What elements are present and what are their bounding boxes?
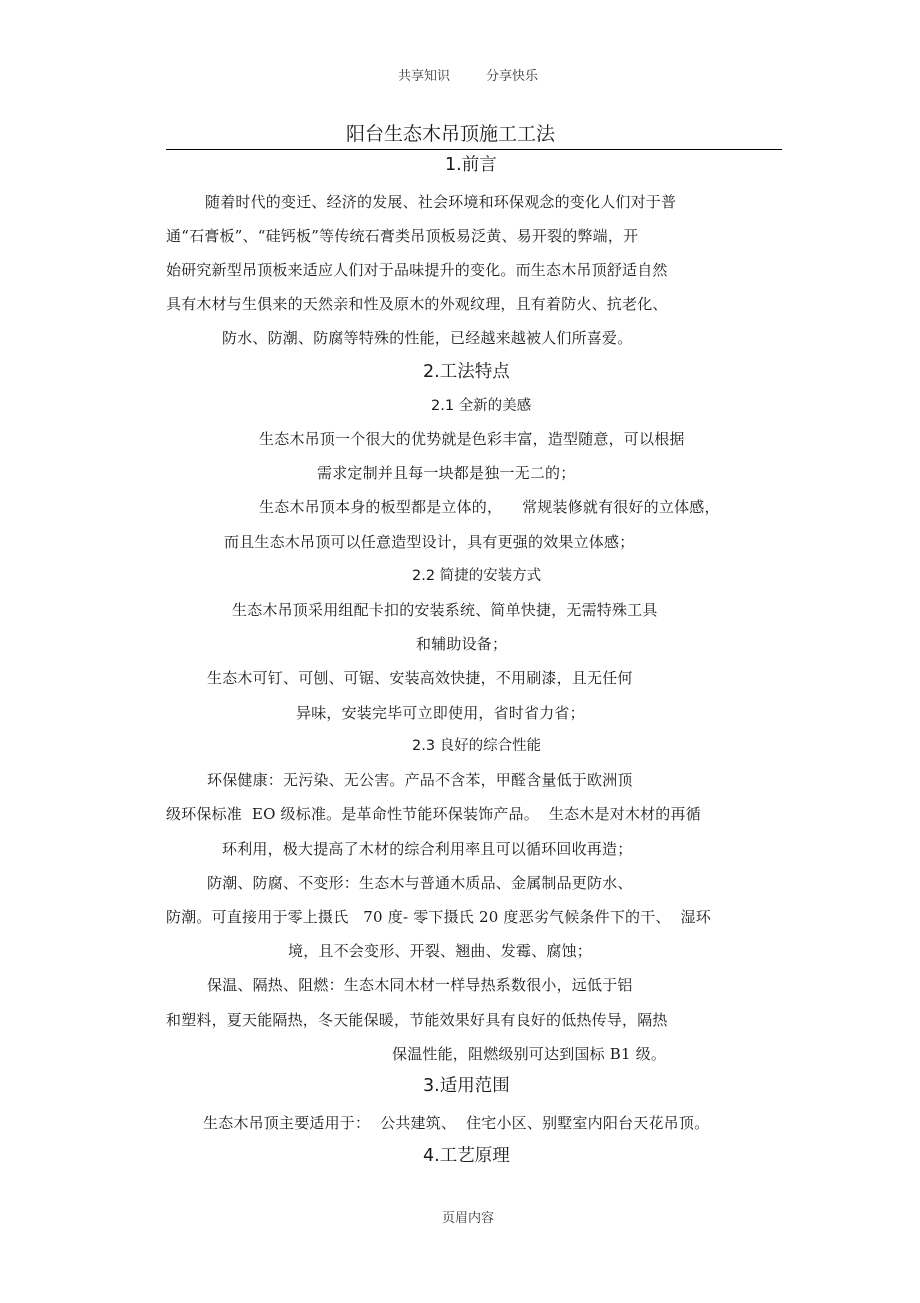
paragraph-line: 而且生态木吊顶可以任意造型设计，具有更强的效果立体感； [224,533,635,551]
paragraph-line: 环保健康：无污染、无公害。产品不含苯，甲醛含量低于欧洲顶 [207,771,633,789]
paragraph-line: 和塑料，夏天能隔热，冬天能保暖，节能效果好具有良好的低热传导，隔热 [166,1011,668,1029]
section-3-heading: 3.适用范围 [423,1076,510,1096]
section-2-heading: 2.工法特点 [423,362,510,382]
paragraph-line: 生态木吊顶一个很大的优势就是色彩丰富，造型随意，可以根据 [259,430,685,448]
paragraph-line: 保温性能，阻燃级别可达到国标 B1 级。 [392,1045,667,1063]
paragraph-line: 生态木吊顶主要适用于： 公共建筑、 住宅小区、别墅室内阳台天花吊顶。 [203,1114,710,1132]
section-4-heading: 4.工艺原理 [423,1146,510,1166]
document-title: 阳台生态木吊顶施工工法 [346,123,556,145]
paragraph-line: 防潮。可直接用于零上摄氏 70 度- 零下摄氏 20 度恶劣气候条件下的干、 湿环 [166,908,711,926]
footer-text: 页眉内容 [442,1211,495,1226]
paragraph-line: 环利用，极大提高了木材的综合利用率且可以循环回收再造； [222,840,633,858]
subsection-2-2-heading: 2.2 简捷的安装方式 [412,568,542,584]
paragraph-line: 需求定制并且每一块都是独一无二的； [317,464,576,482]
paragraph-line: 保温、隔热、阻燃：生态木同木材一样导热系数很小，远低于铝 [207,976,633,994]
paragraph-line: 具有木材与生俱来的天然亲和性及原木的外观纹理，且有着防火、抗老化、 [166,295,668,313]
paragraph-line: 生态木吊顶本身的板型都是立体的， 常规装修就有很好的立体感， [259,498,720,516]
section-1-heading: 1.前言 [445,155,497,175]
title-underline [166,149,782,150]
paragraph-line: 境，且不会变形、开裂、翘曲、发霉、腐蚀； [288,942,593,960]
subsection-2-1-heading: 2.1 全新的美感 [431,398,532,414]
paragraph-line: 异味，安装完毕可立即使用，省时省力省； [296,704,585,722]
subsection-2-3-heading: 2.3 良好的综合性能 [412,738,542,754]
paragraph-line: 生态木吊顶采用组配卡扣的安装系统、简单快捷，无需特殊工具 [232,601,658,619]
paragraph-line: 和辅助设备； [416,635,508,653]
paragraph-line: 随着时代的变迁、经济的发展、社会环境和环保观念的变化人们对于普 [205,193,677,211]
paragraph-line: 通“石膏板”、“硅钙板”等传统石膏类吊顶板易泛黄、易开裂的弊端，开 [166,227,639,245]
paragraph-line: 始研究新型吊顶板来适应人们对于品味提升的变化。而生态木吊顶舒适自然 [166,261,668,279]
header-left-text: 共享知识 [398,69,451,84]
paragraph-line: 防潮、防腐、不变形：生态木与普通木质品、金属制品更防水、 [207,874,633,892]
paragraph-line: 级环保标准 EO 级标准。是革命性节能环保装饰产品。 生态木是对木材的再循 [166,805,701,823]
paragraph-line: 防水、防潮、防腐等特殊的性能，已经越来越被人们所喜爱。 [222,329,633,347]
header-right-text: 分享快乐 [486,69,539,84]
paragraph-line: 生态木可钉、可刨、可锯、安装高效快捷，不用刷漆，且无任何 [207,669,633,687]
